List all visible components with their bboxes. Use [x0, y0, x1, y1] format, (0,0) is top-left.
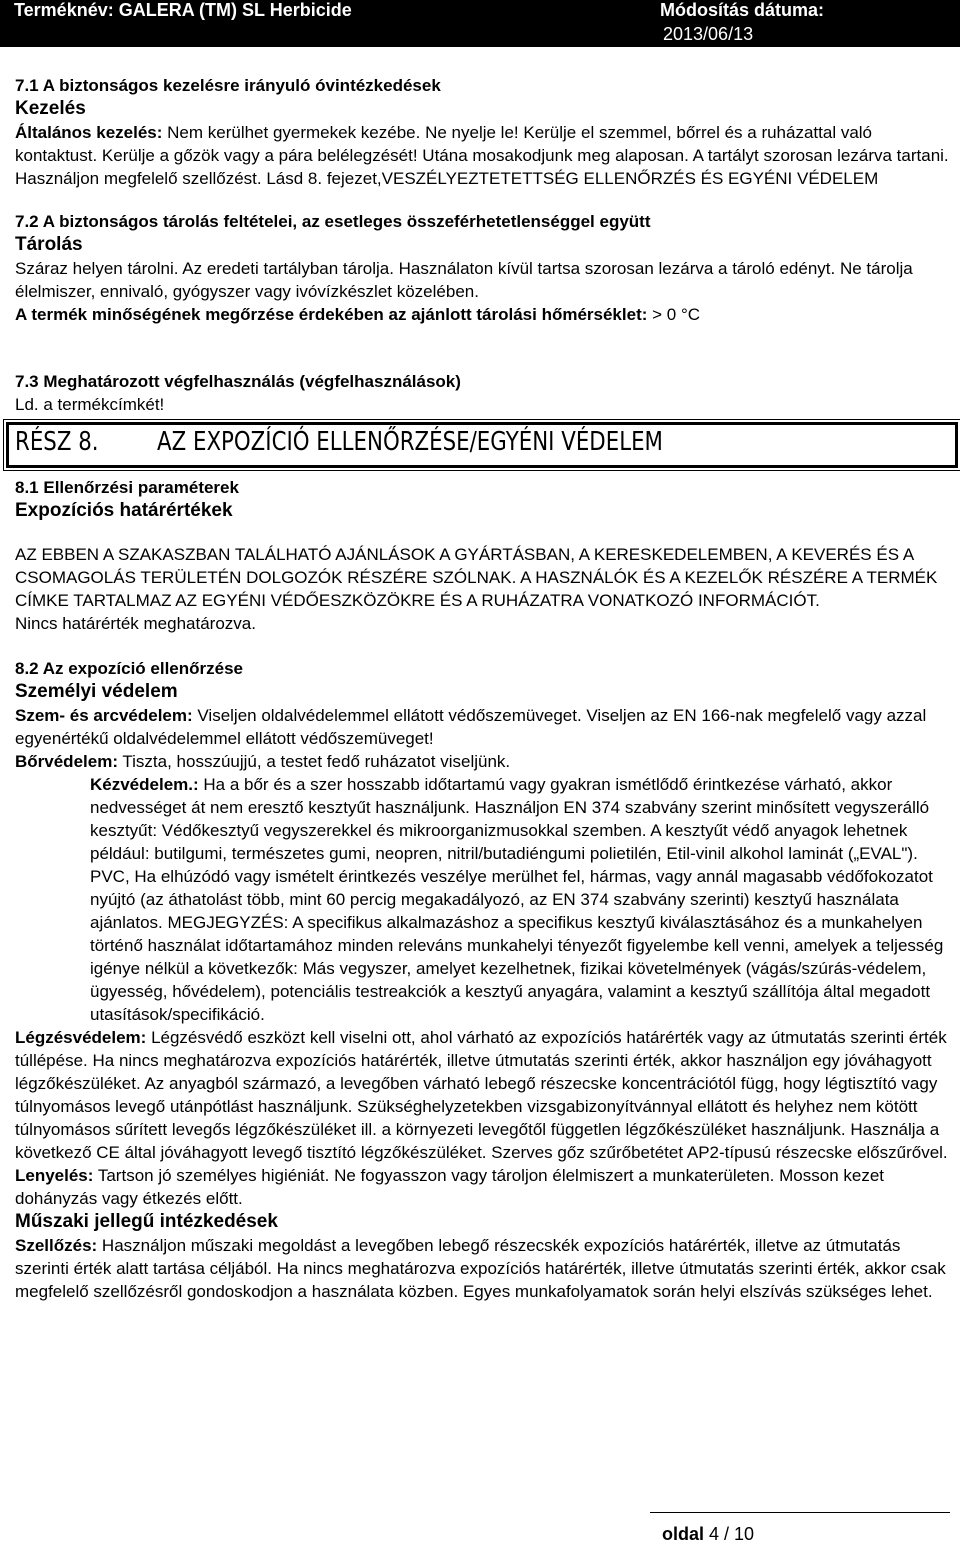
section-7-3-title: 7.3 Meghatározott végfelhasználás (végfelhasználások) [15, 372, 461, 391]
respiratory-protection-label: Légzésvédelem: [15, 1028, 147, 1047]
engineering-controls-subheading: Műszaki jellegű intézkedések [15, 1211, 278, 1232]
section-7-2-title: 7.2 A biztonságos tárolás feltételei, az esetleges összeférhetetlenséggel együtt [15, 212, 651, 231]
respiratory-protection-text: Légzésvédő eszközt kell viselni ott, ahol várható az expozíciós határérték vagy az útmutatás szerinti érték túllépése. Ha nincs meghatározva expozíciós határérték, illetve útmutatás szerinti érték, akkor használjon egy jóváhagyott légzőkészüléket. Az anyagból származó, a levegőben várható lebegő részecske koncentrációtól függ, hogy légtisztító vagy túlnyomásos levegő utánpótlást használjunk. Szükséghelyzetekben vizsgabizonyítvánnyal ellátott és helyhez nem kötött túlnyomásos sűrített levegős légzőkészüléket ill. a környezeti levegőtől független légzőkészüléket használjunk. Használja a következő CE által jóváhagyott levegő tisztító légzőkészüléket. Szerves gőz szűrőbetétet AP2-típusú részecske előszűrővel. [15, 1028, 948, 1162]
section-8-title: AZ EXPOZÍCIÓ ELLENŐRZÉSE/EGYÉNI VÉDELEM [157, 427, 663, 457]
hand-protection-text: Ha a bőr és a szer hosszabb időtartamú vagy gyakran ismétlődő érintkezése várható, akkor nedvességet át nem eresztő kesztyűt használjunk. Használjon EN 374 szabvány szerint minősített vegyszerálló kesztyűt: Védőkesztyű vegyszerekkel és mikroorganizmusokkal szemben. A kesztyűt védő anyagok lehetnek például: butilgumi, természetes gumi, neopren, nitril/butadiéngumi polietilén, Etil-vinil alkohol laminát („EVAL"). PVC, Ha elhúzódó vagy ismételt érintkezés veszélye merülhet fel, hármas, vagy annál magasabb védőfokozatot nyújtó (az áthatolást több, mint 60 percig megakadályozó, az EN 374 szabvány szerinti) kesztyű használata ajánlatos. MEGJEGYZÉS: A specifikus alkalmazáshoz a specifikus kesztyű kiválasztásához és a munkahelyen történő használat időtartamához minden releváns munkahelyi tényezőt figyelembe kell venni, amelyek a teljesség igénye nélkül a következők: Más vegyszer, amelyet kezelhetnek, fizikai követelmények (vágás/szúrás-védelem, ügyesség, hővédelem), potenciális testreakciók a kesztyű anyagára, valamint a kesztyű szállítója által megadott utasítások/specifikáció. [90, 775, 944, 1024]
personal-protection-subheading: Személyi védelem [15, 681, 178, 702]
section-7-1-title: 7.1 A biztonságos kezelésre irányuló óvintézkedések [15, 76, 441, 95]
page-number: 4 / 10 [709, 1524, 755, 1544]
ventilation-paragraph [15, 1234, 950, 1303]
storage-temp-label: A termék minőségének megőrzése érdekében az ajánlott tárolási hőmérséklet: [15, 305, 648, 324]
section-8-banner [6, 422, 958, 468]
document-body [15, 74, 950, 1303]
hand-protection-label: Kézvédelem.: [90, 775, 199, 794]
exposure-limits-subheading: Expozíciós határértékek [15, 500, 233, 521]
storage-temp-value: > 0 °C [647, 305, 701, 324]
page-footer [662, 1524, 754, 1545]
ventilation-label: Szellőzés: [15, 1236, 98, 1255]
page-label: oldal [662, 1524, 705, 1544]
general-handling-text: Nem kerülhet gyermekek kezébe. Ne nyelje le! Kerülje el szemmel, bőrrel és a ruházattal való kontaktust. Kerülje a gőzök vagy a pára belélegzését! Utána mosakodjunk meg alaposan. A tartályt szorosan lezárva tartani. Használjon megfelelő szellőzést. Lásd 8. fejezet,VESZÉLYEZTETETTSÉG ELLENŐRZÉS ÉS EGYÉNI VÉDELEM [15, 123, 949, 188]
section-8-number: RÉSZ 8. [15, 427, 99, 457]
section-8-1-title: 8.1 Ellenőrzési paraméterek [15, 478, 239, 497]
ventilation-text: Használjon műszaki megoldást a levegőben lebegő részecskék expozíciós határérték, illetve az útmutatás szerinti érték alatt tartása céljából. Ha nincs meghatározva expozíciós határérték, illetve útmutatás szerinti érték, akkor csak megfelelő szellőzésről gondoskodjon a használata közben. Egyes munkafolyamatok során helyi elszívás szükséges lehet. [15, 1236, 946, 1301]
storage-temperature [15, 303, 950, 326]
general-handling-paragraph [15, 121, 950, 190]
ingestion-label: Lenyelés: [15, 1166, 94, 1185]
eye-protection-text: Viseljen oldalvédelemmel ellátott védőszemüveget. Viseljen az EN 166-nak megfelelő vagy azzal egyenértékű oldalvédelemmel ellátott védőszemüveget! [15, 706, 927, 748]
ingestion-paragraph [15, 1164, 950, 1210]
storage-text: Száraz helyen tárolni. Az eredeti tartályban tárolja. Használaton kívül tartsa szorosan lezárva a tároló edényt. Ne tárolja élelmiszer, ennivaló, gyógyszer vagy ivóvízkészlet közelében. [15, 259, 913, 301]
product-name: Terméknév: GALERA (TM) SL Herbicide [14, 0, 352, 20]
ingestion-text: Tartson jó személyes higiéniát. Ne fogyasszon vagy tároljon élelmiszert a munkaterületen. Mosson kezet dohányzás vagy étkezés előtt. [15, 1166, 885, 1208]
no-limits-text: Nincs határérték meghatározva. [15, 614, 256, 633]
skin-protection-label: Bőrvédelem: [15, 752, 118, 771]
respiratory-protection-paragraph [15, 1026, 950, 1164]
storage-subheading: Tárolás [15, 234, 83, 255]
skin-protection-paragraph [15, 750, 950, 773]
page-header [0, 0, 960, 47]
revision-label: Módosítás dátuma: [660, 0, 825, 20]
eye-protection-label: Szem- és arcvédelem: [15, 706, 193, 725]
end-use-text: Ld. a termékcímkét! [15, 395, 165, 414]
handling-subheading: Kezelés [15, 98, 86, 119]
revision-date: 2013/06/13 [663, 24, 754, 44]
skin-protection-text: Tiszta, hosszúujjú, a testet fedő ruházatot viseljünk. [117, 752, 511, 771]
footer-divider [650, 1512, 950, 1513]
eye-protection-paragraph [15, 704, 950, 750]
exposure-limits-text: AZ EBBEN A SZAKASZBAN TALÁLHATÓ AJÁNLÁSOK A GYÁRTÁSBAN, A KERESKEDELEMBEN, A KEVERÉS ÉS A CSOMAGOLÁS TERÜLETÉN DOLGOZÓK RÉSZÉRE SZÓLNAK. A HASZNÁLÓK ÉS A KEZELŐK RÉSZÉRE A TERMÉK CÍMKE TARTALMAZ AZ EGYÉNI VÉDŐESZKÖZÖKRE ÉS A RUHÁZATRA VONATKOZÓ INFORMÁCIÓT. [15, 545, 938, 610]
general-handling-label: Általános kezelés: [15, 123, 163, 142]
hand-protection-paragraph [90, 773, 950, 1026]
section-8-2-title: 8.2 Az expozíció ellenőrzése [15, 659, 244, 678]
